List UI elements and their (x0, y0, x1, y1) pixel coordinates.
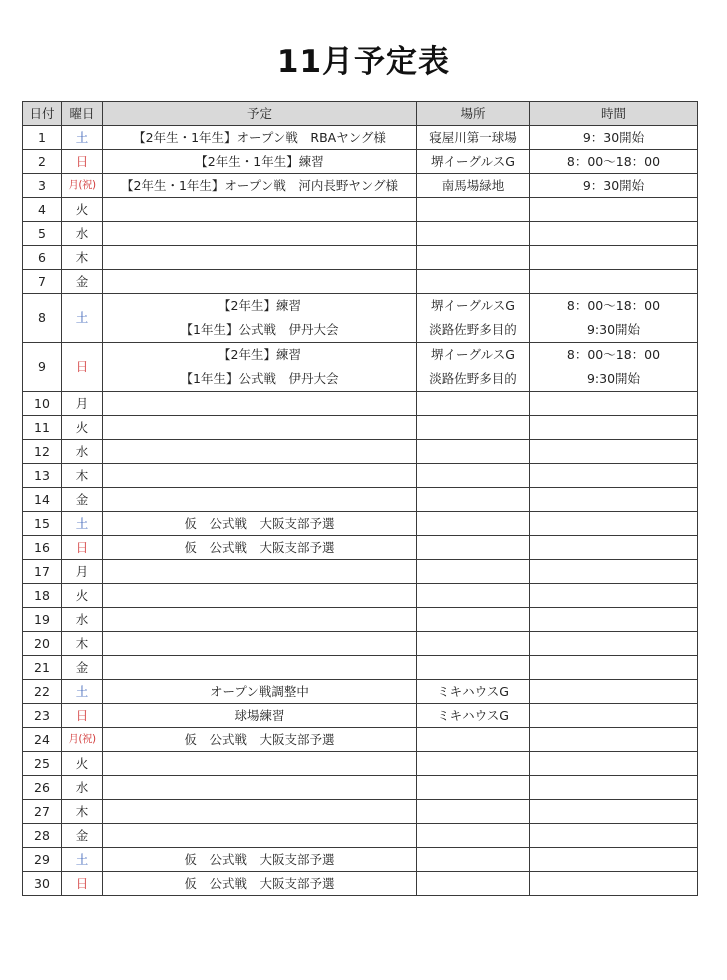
weekday-cell: 木 (62, 632, 103, 656)
plan-cell (103, 150, 417, 174)
time-cell (530, 632, 698, 656)
date-cell: 16 (23, 536, 62, 560)
plan-text: オープン戦調整中 (210, 684, 309, 699)
plan-cell (103, 464, 417, 488)
time-text: 8：00〜18：00 (566, 347, 661, 362)
plan-cell (103, 270, 417, 294)
plan-cell (103, 872, 417, 896)
date-cell: 19 (23, 608, 62, 632)
weekday-cell: 木 (62, 246, 103, 270)
time-cell (530, 584, 698, 608)
table-row (23, 126, 698, 150)
header-row (23, 102, 698, 126)
header-place: 場所 (417, 102, 530, 126)
place-cell (417, 704, 530, 728)
place-text: ミキハウスG (437, 684, 509, 699)
weekday-cell: 土 (62, 512, 103, 536)
date-cell: 21 (23, 656, 62, 680)
place-cell (417, 536, 530, 560)
date-cell: 12 (23, 440, 62, 464)
place-cell (417, 800, 530, 824)
place-cell (417, 776, 530, 800)
place-text: 南馬場緑地 (441, 178, 505, 193)
table-row (23, 294, 698, 343)
weekday-cell: 日 (62, 872, 103, 896)
weekday-cell: 木 (62, 464, 103, 488)
time-text: 9：30開始 (582, 130, 645, 145)
time-cell (530, 752, 698, 776)
plan-text: 仮 公式戦 大阪支部予選 (184, 516, 335, 531)
time-cell (530, 608, 698, 632)
table-row (23, 343, 698, 392)
header-weekday: 曜日 (62, 102, 103, 126)
weekday-cell: 月(祝) (62, 174, 103, 198)
time-cell (530, 488, 698, 512)
header-time: 時間 (530, 102, 698, 126)
place-cell (417, 150, 530, 174)
table-row (23, 392, 698, 416)
time-cell (530, 560, 698, 584)
time-cell (530, 198, 698, 222)
schedule-table (22, 101, 698, 896)
weekday-cell: 日 (62, 704, 103, 728)
weekday-cell: 金 (62, 488, 103, 512)
place-cell (417, 416, 530, 440)
plan-text: 【1年生】公式戦 伊丹大会 (180, 322, 339, 337)
table-row (23, 752, 698, 776)
plan-cell (103, 126, 417, 150)
weekday-cell: 日 (62, 343, 103, 392)
plan-cell (103, 800, 417, 824)
time-cell (530, 246, 698, 270)
place-cell (417, 728, 530, 752)
plan-cell (103, 680, 417, 704)
date-cell: 27 (23, 800, 62, 824)
plan-cell (103, 440, 417, 464)
date-cell: 1 (23, 126, 62, 150)
time-cell (530, 872, 698, 896)
weekday-cell: 火 (62, 198, 103, 222)
weekday-cell: 月(祝) (62, 728, 103, 752)
place-cell (417, 560, 530, 584)
date-cell: 25 (23, 752, 62, 776)
weekday-cell: 水 (62, 440, 103, 464)
time-cell (530, 776, 698, 800)
plan-cell (103, 416, 417, 440)
table-row (23, 560, 698, 584)
plan-text: 【2年生・1年生】オープン戦 RBAヤング様 (133, 130, 386, 145)
table-row (23, 632, 698, 656)
time-cell (530, 536, 698, 560)
table-row (23, 872, 698, 896)
weekday-cell: 土 (62, 848, 103, 872)
date-cell: 5 (23, 222, 62, 246)
plan-cell (103, 776, 417, 800)
table-row (23, 222, 698, 246)
weekday-cell: 水 (62, 608, 103, 632)
place-text: ミキハウスG (437, 708, 509, 723)
date-cell: 15 (23, 512, 62, 536)
date-cell: 11 (23, 416, 62, 440)
date-cell: 26 (23, 776, 62, 800)
plan-cell (103, 848, 417, 872)
date-cell: 28 (23, 824, 62, 848)
plan-cell (103, 608, 417, 632)
date-cell: 22 (23, 680, 62, 704)
time-text: 8：00〜18：00 (566, 154, 661, 169)
weekday-cell: 土 (62, 680, 103, 704)
page-title: 11月予定表 (276, 44, 451, 80)
plan-text: 仮 公式戦 大阪支部予選 (184, 540, 335, 555)
weekday-cell: 日 (62, 536, 103, 560)
time-cell (530, 656, 698, 680)
place-cell (417, 872, 530, 896)
table-row (23, 150, 698, 174)
weekday-cell: 金 (62, 656, 103, 680)
weekday-cell: 火 (62, 584, 103, 608)
place-cell (417, 848, 530, 872)
table-row (23, 680, 698, 704)
place-cell (417, 222, 530, 246)
plan-cell (103, 632, 417, 656)
place-cell (417, 656, 530, 680)
place-cell (417, 464, 530, 488)
date-cell: 7 (23, 270, 62, 294)
time-cell (530, 294, 698, 343)
time-cell (530, 728, 698, 752)
plan-cell (103, 222, 417, 246)
table-row (23, 270, 698, 294)
weekday-cell: 木 (62, 800, 103, 824)
plan-text: 【2年生】練習 (218, 298, 301, 313)
place-cell (417, 126, 530, 150)
date-cell: 14 (23, 488, 62, 512)
weekday-cell: 月 (62, 560, 103, 584)
place-cell (417, 343, 530, 392)
time-cell (530, 440, 698, 464)
plan-cell (103, 752, 417, 776)
plan-cell (103, 704, 417, 728)
date-cell: 30 (23, 872, 62, 896)
plan-cell (103, 560, 417, 584)
date-cell: 20 (23, 632, 62, 656)
plan-cell (103, 584, 417, 608)
time-cell (530, 512, 698, 536)
table-row (23, 440, 698, 464)
table-row (23, 488, 698, 512)
weekday-cell: 土 (62, 126, 103, 150)
weekday-cell: 金 (62, 270, 103, 294)
date-cell: 4 (23, 198, 62, 222)
plan-text: 仮 公式戦 大阪支部予選 (184, 876, 335, 891)
place-cell (417, 824, 530, 848)
weekday-cell: 火 (62, 416, 103, 440)
place-cell (417, 294, 530, 343)
place-cell (417, 392, 530, 416)
plan-cell (103, 392, 417, 416)
table-row (23, 656, 698, 680)
plan-cell (103, 656, 417, 680)
weekday-cell: 土 (62, 294, 103, 343)
plan-cell (103, 824, 417, 848)
place-cell (417, 632, 530, 656)
place-text: 寝屋川第一球場 (429, 130, 517, 145)
plan-cell (103, 728, 417, 752)
plan-text: 仮 公式戦 大阪支部予選 (184, 732, 335, 747)
date-cell: 3 (23, 174, 62, 198)
place-cell (417, 198, 530, 222)
table-row (23, 608, 698, 632)
place-cell (417, 752, 530, 776)
time-text: 9：30開始 (582, 178, 645, 193)
plan-text: 【2年生】練習 (218, 347, 301, 362)
place-cell (417, 270, 530, 294)
table-row (23, 848, 698, 872)
time-cell (530, 150, 698, 174)
plan-text: 【2年生・1年生】練習 (195, 154, 324, 169)
place-text: 堺イーグルスG (431, 298, 515, 313)
table-row (23, 464, 698, 488)
table-row (23, 704, 698, 728)
time-text: 9:30開始 (586, 322, 641, 337)
plan-cell (103, 174, 417, 198)
plan-text: 【1年生】公式戦 伊丹大会 (180, 371, 339, 386)
table-row (23, 800, 698, 824)
plan-text: 【2年生・1年生】オープン戦 河内長野ヤング様 (121, 178, 398, 193)
date-cell: 10 (23, 392, 62, 416)
date-cell: 29 (23, 848, 62, 872)
plan-cell (103, 294, 417, 343)
plan-cell (103, 488, 417, 512)
weekday-cell: 火 (62, 752, 103, 776)
place-cell (417, 680, 530, 704)
plan-cell (103, 512, 417, 536)
time-cell (530, 343, 698, 392)
table-row (23, 174, 698, 198)
place-text: 淡路佐野多目的 (429, 371, 517, 386)
weekday-cell: 水 (62, 222, 103, 246)
time-cell (530, 464, 698, 488)
date-cell: 24 (23, 728, 62, 752)
date-cell: 2 (23, 150, 62, 174)
place-cell (417, 512, 530, 536)
table-row (23, 824, 698, 848)
time-cell (530, 222, 698, 246)
time-text: 9:30開始 (586, 371, 641, 386)
place-cell (417, 440, 530, 464)
plan-cell (103, 536, 417, 560)
table-body (23, 126, 698, 896)
table-row (23, 246, 698, 270)
date-cell: 9 (23, 343, 62, 392)
weekday-cell: 月 (62, 392, 103, 416)
time-cell (530, 126, 698, 150)
plan-cell (103, 198, 417, 222)
time-cell (530, 270, 698, 294)
header-plan: 予定 (103, 102, 417, 126)
plan-cell (103, 343, 417, 392)
table-row (23, 776, 698, 800)
table-row (23, 512, 698, 536)
plan-text: 仮 公式戦 大阪支部予選 (184, 852, 335, 867)
weekday-cell: 金 (62, 824, 103, 848)
date-cell: 13 (23, 464, 62, 488)
header-date: 日付 (23, 102, 62, 126)
time-cell (530, 416, 698, 440)
table-row (23, 584, 698, 608)
plan-cell (103, 246, 417, 270)
place-text: 堺イーグルスG (431, 154, 515, 169)
time-cell (530, 704, 698, 728)
place-text: 堺イーグルスG (431, 347, 515, 362)
time-cell (530, 174, 698, 198)
place-cell (417, 174, 530, 198)
time-cell (530, 680, 698, 704)
table-header (23, 102, 698, 126)
place-cell (417, 608, 530, 632)
plan-text: 球場練習 (234, 708, 285, 723)
date-cell: 17 (23, 560, 62, 584)
time-cell (530, 824, 698, 848)
time-cell (530, 800, 698, 824)
place-cell (417, 584, 530, 608)
table-row (23, 416, 698, 440)
date-cell: 18 (23, 584, 62, 608)
table-row (23, 536, 698, 560)
date-cell: 8 (23, 294, 62, 343)
date-cell: 23 (23, 704, 62, 728)
place-cell (417, 488, 530, 512)
time-cell (530, 392, 698, 416)
weekday-cell: 水 (62, 776, 103, 800)
date-cell: 6 (23, 246, 62, 270)
table-row (23, 198, 698, 222)
time-text: 8：00〜18：00 (566, 298, 661, 313)
place-cell (417, 246, 530, 270)
table-row (23, 728, 698, 752)
weekday-cell: 日 (62, 150, 103, 174)
place-text: 淡路佐野多目的 (429, 322, 517, 337)
time-cell (530, 848, 698, 872)
